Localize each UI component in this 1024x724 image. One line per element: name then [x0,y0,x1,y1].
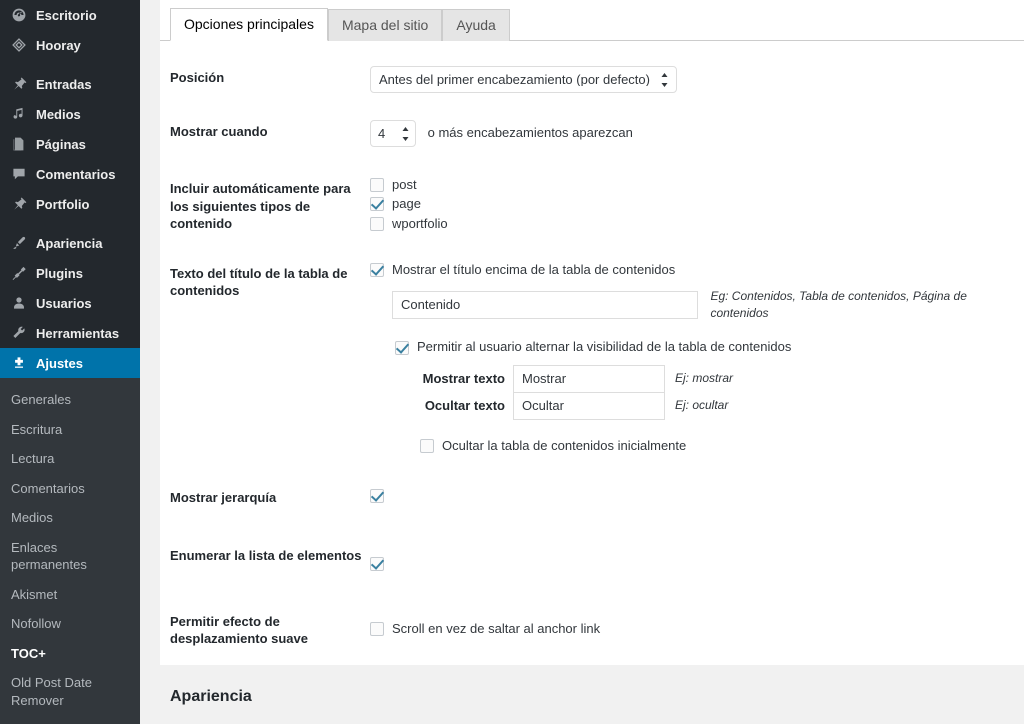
section-heading-apariencia: Apariencia [170,687,252,705]
sidebar-item-portfolio[interactable] [0,189,140,219]
row-posicion [170,66,1014,93]
label-mostrar-texto: Mostrar texto [422,370,505,386]
sidebar-item-apariencia[interactable] [0,228,140,258]
label-wportfolio: wportfolio [392,215,448,231]
sidebar-item-label: Escritorio [36,7,97,23]
label-hide-initially: Ocultar la tabla de contenidos inicialmente [442,437,687,453]
toc-options-form [160,66,1024,706]
submenu-item-comentarios[interactable]: Comentarios [11,480,85,496]
checkbox-show-title[interactable] [370,263,384,277]
user-icon [9,293,29,313]
settings-submenu [0,378,140,724]
checkbox-number-list[interactable] [370,557,384,571]
checkbox-smooth-scroll[interactable] [370,622,384,636]
content-type-post [370,177,1014,193]
row-texto-titulo [170,262,1014,454]
settings-tabs [160,0,1024,41]
sidebar-item-label: Apariencia [36,235,103,251]
show-when-suffix: o más encabezamientos aparezcan [427,125,633,141]
comment-icon [9,164,29,184]
sidebar-item-usuarios[interactable] [0,288,140,318]
checkbox-wportfolio[interactable] [370,217,384,231]
submenu-item-nofollow[interactable]: Nofollow [11,616,61,632]
plug-icon [9,263,29,283]
tab-opciones-principales[interactable]: Opciones principales [170,8,328,41]
sidebar-item-label: Ajustes [36,355,83,371]
label-posicion: Posición [170,70,225,85]
sidebar-item-label: Páginas [36,136,86,152]
sidebar-item-label: Portfolio [36,196,90,212]
sidebar-item-comentarios[interactable] [0,159,140,189]
sidebar-item-label: Usuarios [36,295,92,311]
menu-separator [0,60,140,69]
sidebar-item-label: Entradas [36,76,92,92]
title-hint: Eg: Contenidos, Tabla de contenidos, Página de contenidos [710,288,967,320]
label-page: page [392,196,421,212]
row-mostrar-jerarquia [170,486,1014,507]
checkbox-toggle-visibility[interactable] [395,341,409,355]
title-input-row [392,288,1014,322]
paintbrush-icon [9,233,29,253]
label-incluir-automaticamente: Incluir automáticamente para los siguientes tipos de contenido [170,181,351,232]
sidebar-item-plugins[interactable] [0,258,140,288]
sidebar-item-label: Medios [36,106,81,122]
pin-icon [9,194,29,214]
hide-text-input[interactable] [513,392,665,420]
sidebar-item-label: Hooray [36,37,81,53]
menu-group-primary [0,0,140,60]
label-smooth-scroll-option: Scroll en vez de saltar al anchor link [392,620,601,636]
dashboard-icon [9,5,29,25]
show-text-row [395,365,1014,393]
hide-text-row [395,392,1014,420]
row-enumerar-lista [170,544,1014,573]
submenu-item-escritura[interactable]: Escritura [11,421,63,437]
title-text-input[interactable] [392,291,698,319]
diamond-icon [9,35,29,55]
menu-group-content [0,69,140,219]
pages-icon [9,134,29,154]
media-icon [9,104,29,124]
sidebar-item-paginas[interactable] [0,129,140,159]
admin-sidebar [0,0,140,709]
sidebar-item-hooray[interactable] [0,30,140,60]
sidebar-item-ajustes[interactable] [0,348,140,378]
show-when-input[interactable] [370,120,416,147]
label-show-title: Mostrar el título encima de la tabla de contenidos [392,261,676,277]
label-mostrar-cuando: Mostrar cuando [170,124,268,139]
sidebar-item-herramientas[interactable] [0,318,140,348]
submenu-item-toc-plus[interactable]: TOC+ [11,645,46,661]
submenu-item-medios[interactable]: Medios [11,510,53,526]
submenu-item-akismet[interactable]: Akismet [11,586,58,602]
settings-icon [9,353,29,373]
content-type-page [370,196,1014,212]
tab-ayuda[interactable]: Ayuda [442,9,509,41]
sidebar-item-escritorio[interactable] [0,0,140,30]
pin-icon [9,74,29,94]
sidebar-item-label: Herramientas [36,325,120,341]
label-enumerar-lista: Enumerar la lista de elementos [170,547,362,563]
sidebar-item-entradas[interactable] [0,69,140,99]
settings-content [160,0,1024,705]
wrench-icon [9,323,29,343]
submenu-item-old-post-date-remover[interactable]: Old Post Date Remover [11,675,92,709]
submenu-item-enlaces-permanentes[interactable]: Enlaces permanentes [11,539,87,573]
row-incluir-automaticamente [170,177,1014,233]
row-mostrar-cuando [170,120,1014,147]
checkbox-page[interactable] [370,197,384,211]
smooth-scroll-row [370,621,1014,637]
sidebar-gutter [140,0,160,665]
submenu-item-lectura[interactable]: Lectura [11,451,55,467]
label-texto-titulo: Texto del título de la tabla de contenidos [170,265,348,299]
sidebar-item-label: Comentarios [36,166,116,182]
checkbox-post[interactable] [370,178,384,192]
checkbox-hide-initially[interactable] [420,439,434,453]
toggle-visibility-row [395,339,1014,355]
content-type-wportfolio [370,216,1014,232]
label-ocultar-texto: Ocultar texto [424,397,505,413]
show-title-row [370,262,1014,278]
show-text-hint: Ej: mostrar [675,371,734,386]
checkbox-show-hierarchy[interactable] [370,489,384,503]
position-select-wrapper [370,66,677,93]
position-select[interactable] [370,66,677,93]
submenu-item-generales[interactable]: Generales [11,392,71,407]
menu-group-admin [0,228,140,378]
active-menu-arrow [140,355,148,371]
label-desplazamiento-suave: Permitir efecto de desplazamiento suave [170,613,308,647]
sidebar-item-medios[interactable] [0,99,140,129]
menu-separator [0,219,140,228]
tab-mapa-del-sitio[interactable]: Mapa del sitio [328,9,442,41]
sidebar-item-label: Plugins [36,265,83,281]
label-toggle-visibility: Permitir al usuario alternar la visibilidad de la tabla de contenidos [417,339,792,355]
label-mostrar-jerarquia: Mostrar jerarquía [170,489,277,505]
hide-text-hint: Ej: ocultar [675,398,729,413]
label-post: post [392,177,417,192]
show-when-input-wrapper [370,120,416,147]
row-desplazamiento-suave [170,610,1014,648]
show-text-input[interactable] [513,365,665,393]
hide-initially-row [420,438,1014,454]
